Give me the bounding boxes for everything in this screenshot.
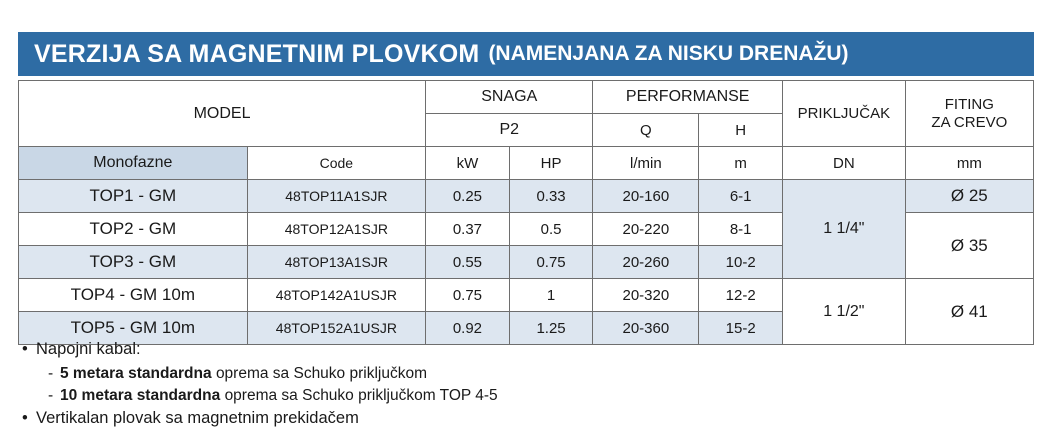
header-fiting-line2: ZA CREVO (931, 113, 1008, 131)
section-title-main: VERZIJA SA MAGNETNIM PLOVKOM (34, 39, 480, 68)
cell-code: 48TOP152A1USJR (247, 312, 425, 345)
header-fiting-line1: FITING (944, 96, 994, 114)
header-mm: mm (905, 147, 1033, 180)
header-kw: kW (426, 147, 510, 180)
dash-icon: - (48, 387, 54, 404)
cell-kw: 0.25 (426, 180, 510, 213)
header-model: MODEL (19, 81, 426, 147)
cell-code: 48TOP13A1SJR (247, 246, 425, 279)
header-snaga-p2: P2 (426, 114, 593, 147)
cell-h: 12-2 (699, 279, 783, 312)
header-snaga: SNAGA (426, 81, 593, 114)
header-h-unit: m (699, 147, 783, 180)
cell-dn-group-1: 1 1/4" (783, 180, 906, 279)
cell-hp: 1.25 (509, 312, 593, 345)
header-h: H (699, 114, 783, 147)
note-cable-10m-rest: oprema sa Schuko priključkom TOP 4-5 (224, 387, 498, 404)
notes-section (22, 340, 1022, 434)
header-prikljucak: PRIKLJUČAK (783, 81, 906, 147)
note-cable-10m-bold: 10 metara standardna (60, 387, 221, 404)
cell-code: 48TOP11A1SJR (247, 180, 425, 213)
cell-hp: 0.5 (509, 213, 593, 246)
cell-q: 20-160 (593, 180, 699, 213)
note-float (22, 409, 1022, 428)
specification-table (18, 80, 1034, 345)
section-title-bar (18, 32, 1034, 76)
cell-kw: 0.92 (426, 312, 510, 345)
cell-model: TOP4 - GM 10m (19, 279, 248, 312)
header-hp: HP (509, 147, 593, 180)
bullet-icon: • (22, 340, 28, 358)
table-row (19, 180, 1034, 213)
dash-icon: - (48, 365, 54, 382)
cell-hp: 0.75 (509, 246, 593, 279)
cell-fiting-group-2: Ø 35 (905, 213, 1033, 279)
cell-kw: 0.55 (426, 246, 510, 279)
cell-kw: 0.37 (426, 213, 510, 246)
header-dn: DN (783, 147, 906, 180)
cell-model: TOP2 - GM (19, 213, 248, 246)
cell-h: 8-1 (699, 213, 783, 246)
cell-code: 48TOP12A1SJR (247, 213, 425, 246)
section-title-sub: (NAMENJANA ZA NISKU DRENAŽU) (488, 42, 849, 65)
cell-q: 20-260 (593, 246, 699, 279)
cell-model: TOP5 - GM 10m (19, 312, 248, 345)
note-cable-5m (48, 365, 1022, 383)
header-q: Q (593, 114, 699, 147)
note-cable-5m-rest: oprema sa Schuko priključkom (215, 365, 427, 382)
cell-q: 20-360 (593, 312, 699, 345)
cell-h: 6-1 (699, 180, 783, 213)
header-monofazne: Monofazne (19, 147, 248, 180)
header-q-unit: l/min (593, 147, 699, 180)
header-performanse: PERFORMANSE (593, 81, 783, 114)
cell-hp: 1 (509, 279, 593, 312)
cell-model: TOP3 - GM (19, 246, 248, 279)
cell-h: 10-2 (699, 246, 783, 279)
table-row (19, 279, 1034, 312)
header-code: Code (247, 147, 425, 180)
cell-h: 15-2 (699, 312, 783, 345)
cell-fiting-group-3: Ø 41 (905, 279, 1033, 345)
cell-fiting-row1: Ø 25 (905, 180, 1033, 213)
cell-code: 48TOP142A1USJR (247, 279, 425, 312)
note-cable (22, 340, 1022, 359)
cell-kw: 0.75 (426, 279, 510, 312)
note-float-text: Vertikalan plovak sa magnetnim prekidačem (36, 409, 359, 427)
table-header-row-1 (19, 81, 1034, 114)
cell-q: 20-320 (593, 279, 699, 312)
cell-dn-group-2: 1 1/2" (783, 279, 906, 345)
note-cable-5m-bold: 5 metara standardna (60, 365, 212, 382)
header-fiting (905, 81, 1033, 147)
cell-hp: 0.33 (509, 180, 593, 213)
cell-q: 20-220 (593, 213, 699, 246)
note-cable-text: Napojni kabal: (36, 340, 141, 358)
note-cable-10m (48, 387, 1022, 405)
cell-model: TOP1 - GM (19, 180, 248, 213)
table-header-row-3 (19, 147, 1034, 180)
bullet-icon: • (22, 409, 28, 427)
